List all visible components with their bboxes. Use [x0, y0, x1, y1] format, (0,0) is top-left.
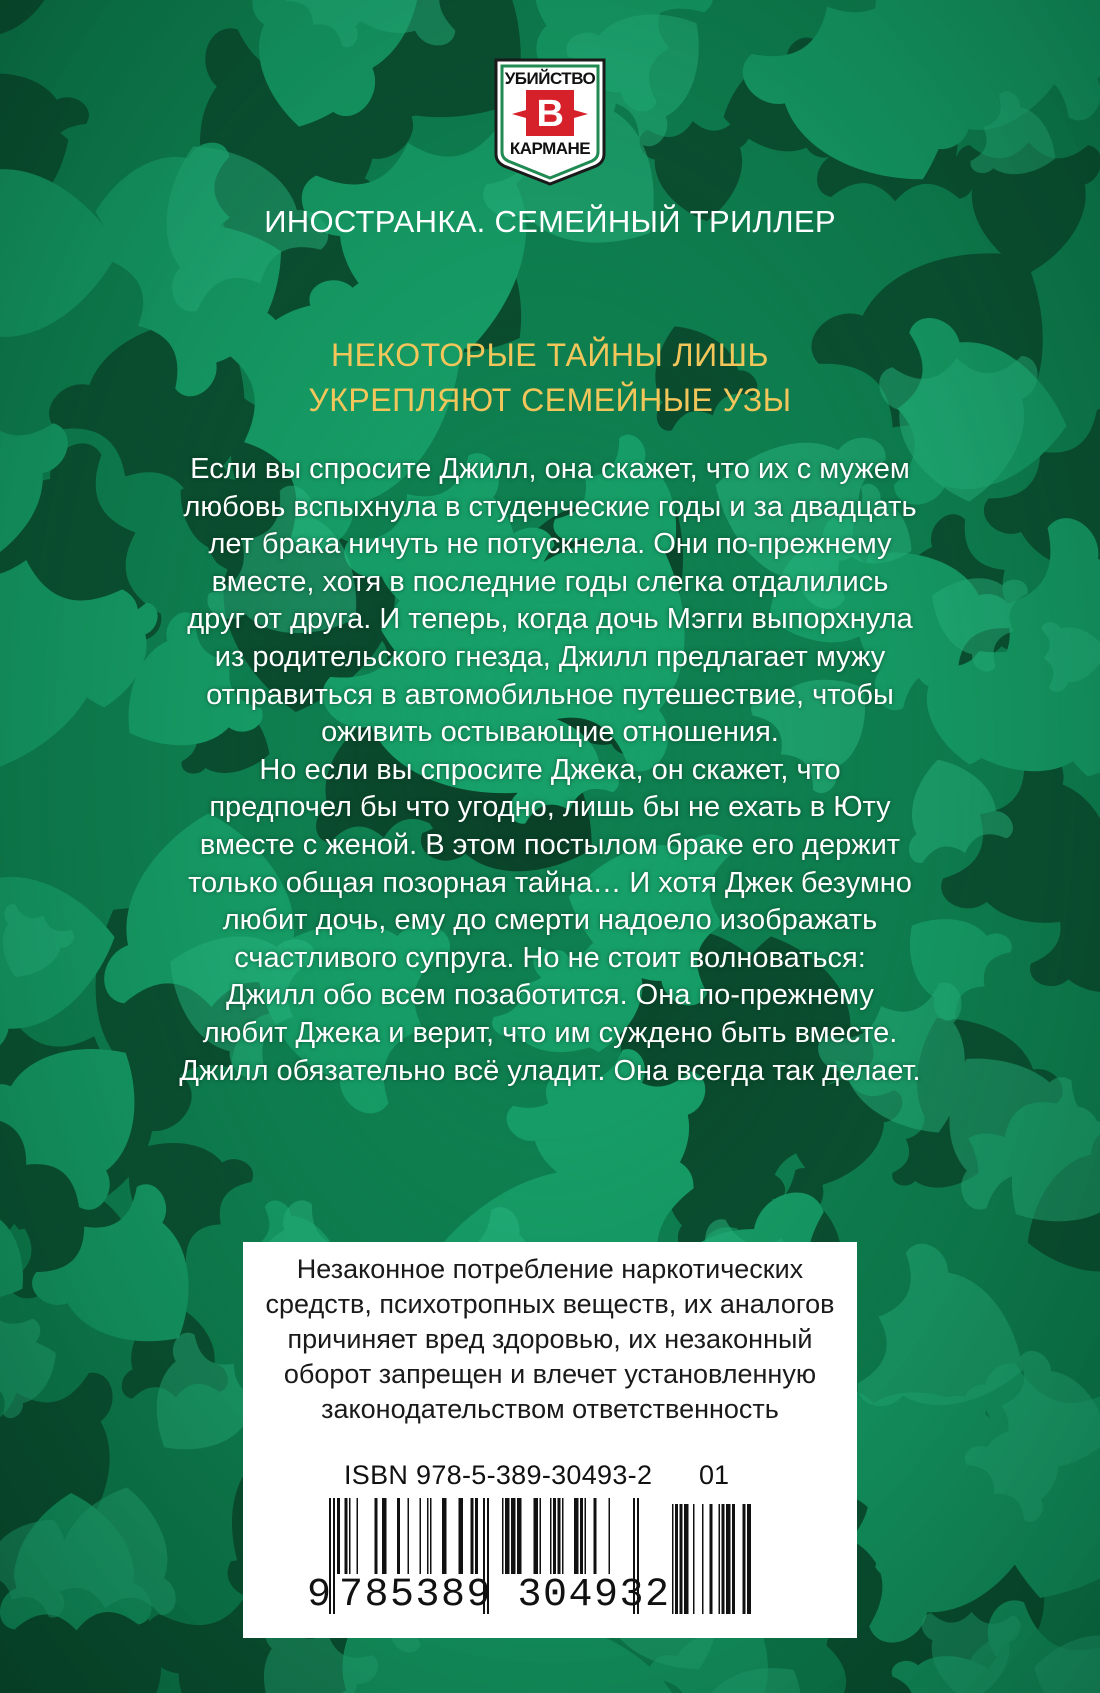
blurb-line: предпочел бы что угодно, лишь бы не ехать в Юту [209, 791, 891, 824]
legal-barcode-panel [243, 1242, 857, 1638]
barcode-bar [511, 1498, 516, 1574]
barcode-bar [430, 1498, 432, 1574]
barcode-bar [722, 1504, 725, 1614]
publisher-logo [492, 58, 608, 186]
warning-line: Незаконное потребление наркотических [296, 1254, 804, 1284]
logo-line-bottom: КАРМАНЕ [509, 139, 591, 158]
barcode-bar [502, 1498, 504, 1574]
barcode-bar [534, 1498, 539, 1574]
blurb-line: из родительского гнезда, Джилл предлагает мужу [214, 640, 886, 673]
barcode-bar [580, 1498, 583, 1574]
barcode-bar [397, 1498, 400, 1574]
barcode-bar [475, 1498, 478, 1574]
barcode-bar [427, 1498, 429, 1574]
blurb-line: лет брака ничуть не потускнела. Они по-прежнему [208, 528, 892, 561]
blurb-line: отправиться в автомобильное путешествие, чтобы [206, 678, 894, 711]
barcode-bar [680, 1504, 683, 1614]
blurb-line: любит дочь, ему до смерти надоело изображать [222, 904, 878, 937]
barcode-bar [382, 1498, 387, 1574]
barcode-bar [550, 1498, 552, 1574]
barcode-bar [743, 1504, 746, 1614]
blurb-line: Джилл обо всем позаботится. Она по-прежнему [226, 979, 874, 1012]
barcode-bar [726, 1504, 731, 1614]
blurb-line: Но если вы спросите Джека, он скажет, что [259, 753, 841, 786]
barcode-bar [702, 1504, 704, 1614]
barcode-bar [574, 1498, 579, 1574]
barcode-bar [553, 1498, 556, 1574]
barcode-bar [540, 1498, 542, 1574]
barcode-bar [684, 1504, 689, 1614]
barcode-bar [562, 1498, 564, 1574]
barcode-bar [693, 1504, 695, 1614]
barcode-bar [585, 1498, 587, 1574]
barcode-bar [459, 1498, 464, 1574]
blurb-line: только общая позорная тайна… И хотя Джек безумно [188, 866, 912, 899]
blurb-line: любит Джека и верит, что им суждено быть вместе. [202, 1016, 898, 1049]
blurb-line: счастливого супруга. Но не стоит волноваться: [234, 941, 866, 974]
barcode-bar [505, 1498, 510, 1574]
barcode-bar [420, 1498, 422, 1574]
blurb-line: друг от друга. И теперь, когда дочь Мэгги выпорхнула [187, 603, 913, 636]
tagline [0, 333, 1100, 423]
barcode-bar [594, 1498, 597, 1574]
barcode-bar [442, 1498, 447, 1574]
warning-line: причиняет вред здоровью, их незаконный [287, 1324, 813, 1354]
barcode-bar [408, 1498, 410, 1574]
blurb-line: Джилл обязательно всё уладит. Она всегда так делает. [179, 1054, 921, 1087]
barcode-bar [719, 1504, 721, 1614]
barcode-bar [517, 1498, 522, 1574]
warning-line: средств, психотропных веществ, их аналогов [265, 1289, 835, 1319]
barcode-bar [471, 1498, 474, 1574]
tagline-line: УКРЕПЛЯЮТ СЕМЕЙНЫЕ УЗЫ [308, 382, 792, 418]
isbn-addon: 01 [699, 1460, 730, 1490]
barcode-bar [337, 1498, 340, 1574]
tagline-line: НЕКОТОРЫЕ ТАЙНЫ ЛИШЬ [330, 337, 769, 373]
series-title: ИНОСТРАНКА. СЕМЕЙНЫЙ ТРИЛЛЕР [264, 204, 836, 239]
barcode-guard-bar [333, 1498, 335, 1614]
barcode-bar [732, 1504, 735, 1614]
barcode-bar [357, 1498, 359, 1574]
barcode-bar [672, 1504, 674, 1614]
barcode-bar [675, 1504, 678, 1614]
blurb-line: вместе, хотя в последние годы слегка отдалились [211, 565, 889, 598]
logo-letter: В [536, 93, 564, 135]
barcode-bar [558, 1498, 561, 1574]
blurb-line: Если вы спросите Джилл, она скажет, что их с мужем [190, 453, 910, 485]
barcode-bar [375, 1498, 378, 1574]
barcode-bar [747, 1504, 751, 1614]
logo-line-top: УБИЙСТВО [504, 69, 596, 88]
warning-line: законодательством ответственность [321, 1394, 779, 1424]
barcode-bar [609, 1498, 611, 1574]
barcode-first-digit: 9 [307, 1573, 332, 1618]
barcode-bar [349, 1498, 351, 1574]
barcode-bar [710, 1504, 713, 1614]
blurb-text [110, 451, 990, 1090]
warning-line: оборот запрещен и влечет установленную [283, 1359, 817, 1389]
blurb-line: вместе с женой. В этом постылом браке его держит [199, 828, 901, 861]
barcode-bar [345, 1498, 348, 1574]
blurb-line: оживить остывающие отношения. [321, 716, 779, 749]
isbn-label: ISBN 978-5-389-30493-2 [344, 1460, 653, 1490]
barcode-digits: 785389 304932 [339, 1573, 671, 1618]
blurb-line: любовь вспыхнула в студенческие годы и за двадцать [183, 490, 917, 523]
